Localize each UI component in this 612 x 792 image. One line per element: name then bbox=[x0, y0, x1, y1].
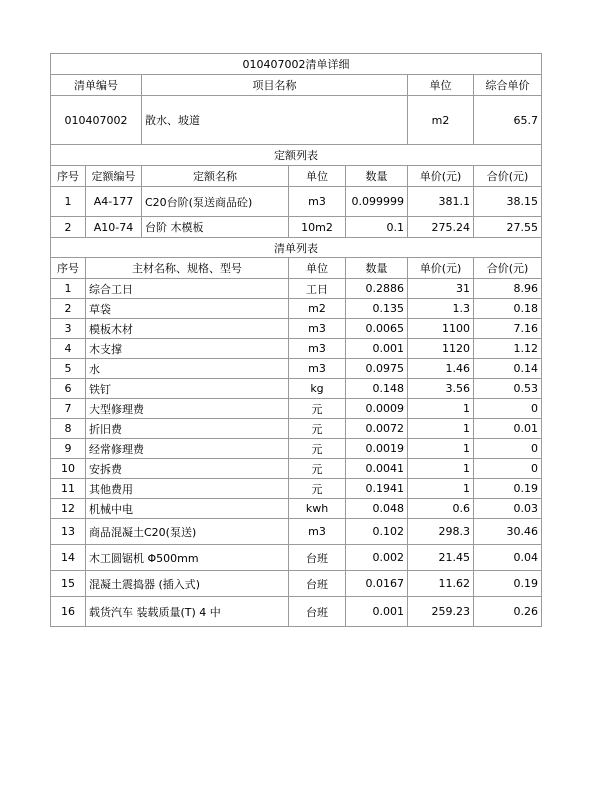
list-row bbox=[51, 597, 542, 627]
list-row bbox=[51, 479, 542, 499]
list-name: 载货汽车 装载质量(T) 4 中 bbox=[86, 597, 289, 627]
list-row bbox=[51, 545, 542, 571]
list-total: 0.04 bbox=[474, 545, 542, 571]
quota-header-code: 定额编号 bbox=[86, 166, 142, 187]
list-total: 0.53 bbox=[474, 379, 542, 399]
quota-unit: 10m2 bbox=[289, 217, 346, 238]
list-no: 10 bbox=[51, 459, 86, 479]
list-row bbox=[51, 571, 542, 597]
quota-qty: 0.1 bbox=[346, 217, 408, 238]
list-no: 2 bbox=[51, 299, 86, 319]
list-total: 0.19 bbox=[474, 479, 542, 499]
list-total: 0 bbox=[474, 399, 542, 419]
list-qty: 0.102 bbox=[346, 519, 408, 545]
list-unit: m3 bbox=[289, 319, 346, 339]
quota-section-title: 定额列表 bbox=[51, 145, 542, 166]
list-price: 21.45 bbox=[408, 545, 474, 571]
list-price: 298.3 bbox=[408, 519, 474, 545]
list-qty: 0.148 bbox=[346, 379, 408, 399]
list-unit: 元 bbox=[289, 459, 346, 479]
quota-no: 2 bbox=[51, 217, 86, 238]
list-qty: 0.2886 bbox=[346, 279, 408, 299]
list-no: 8 bbox=[51, 419, 86, 439]
list-row bbox=[51, 279, 542, 299]
quota-qty: 0.099999 bbox=[346, 187, 408, 217]
quota-name: 台阶 木模板 bbox=[142, 217, 289, 238]
list-total: 0 bbox=[474, 439, 542, 459]
list-no: 1 bbox=[51, 279, 86, 299]
list-row bbox=[51, 379, 542, 399]
list-row bbox=[51, 519, 542, 545]
list-qty: 0.0009 bbox=[346, 399, 408, 419]
list-no: 12 bbox=[51, 499, 86, 519]
list-name: 木工圆锯机 Φ500mm bbox=[86, 545, 289, 571]
list-total: 30.46 bbox=[474, 519, 542, 545]
list-row bbox=[51, 419, 542, 439]
list-price: 0.6 bbox=[408, 499, 474, 519]
list-name: 木支撑 bbox=[86, 339, 289, 359]
list-name: 经常修理费 bbox=[86, 439, 289, 459]
list-price: 1.3 bbox=[408, 299, 474, 319]
list-name: 大型修理费 bbox=[86, 399, 289, 419]
quota-code: A10-74 bbox=[86, 217, 142, 238]
list-qty: 0.048 bbox=[346, 499, 408, 519]
header-code: 清单编号 bbox=[51, 75, 142, 96]
quota-header-qty: 数量 bbox=[346, 166, 408, 187]
quota-price: 275.24 bbox=[408, 217, 474, 238]
quota-name: C20台阶(泵送商品砼) bbox=[142, 187, 289, 217]
list-unit: 工日 bbox=[289, 279, 346, 299]
list-unit: 台班 bbox=[289, 597, 346, 627]
list-header-total: 合价(元) bbox=[474, 258, 542, 279]
list-row bbox=[51, 459, 542, 479]
list-name: 机械中电 bbox=[86, 499, 289, 519]
list-no: 13 bbox=[51, 519, 86, 545]
quota-price: 381.1 bbox=[408, 187, 474, 217]
list-price: 1 bbox=[408, 439, 474, 459]
list-row bbox=[51, 499, 542, 519]
list-total: 8.96 bbox=[474, 279, 542, 299]
list-unit: m3 bbox=[289, 339, 346, 359]
list-unit: kg bbox=[289, 379, 346, 399]
quota-header-name: 定额名称 bbox=[142, 166, 289, 187]
list-total: 0.01 bbox=[474, 419, 542, 439]
quota-total: 38.15 bbox=[474, 187, 542, 217]
list-row bbox=[51, 339, 542, 359]
list-name: 混凝土震捣器 (插入式) bbox=[86, 571, 289, 597]
list-name: 草袋 bbox=[86, 299, 289, 319]
list-price: 1100 bbox=[408, 319, 474, 339]
list-total: 0.14 bbox=[474, 359, 542, 379]
list-price: 259.23 bbox=[408, 597, 474, 627]
list-row bbox=[51, 359, 542, 379]
list-name: 模板木材 bbox=[86, 319, 289, 339]
list-row bbox=[51, 299, 542, 319]
quota-total: 27.55 bbox=[474, 217, 542, 238]
list-header-price: 单价(元) bbox=[408, 258, 474, 279]
list-price: 31 bbox=[408, 279, 474, 299]
list-total: 7.16 bbox=[474, 319, 542, 339]
list-price: 1 bbox=[408, 399, 474, 419]
item-unit: m2 bbox=[408, 96, 474, 145]
list-no: 3 bbox=[51, 319, 86, 339]
list-price: 11.62 bbox=[408, 571, 474, 597]
list-price: 1.46 bbox=[408, 359, 474, 379]
list-name: 铁钉 bbox=[86, 379, 289, 399]
list-price: 1 bbox=[408, 459, 474, 479]
list-section-title: 清单列表 bbox=[51, 238, 542, 258]
list-no: 7 bbox=[51, 399, 86, 419]
list-unit: 元 bbox=[289, 399, 346, 419]
list-total: 0.18 bbox=[474, 299, 542, 319]
list-header-no: 序号 bbox=[51, 258, 86, 279]
header-unit: 单位 bbox=[408, 75, 474, 96]
list-unit: 台班 bbox=[289, 571, 346, 597]
list-no: 9 bbox=[51, 439, 86, 459]
list-total: 1.12 bbox=[474, 339, 542, 359]
list-qty: 0.1941 bbox=[346, 479, 408, 499]
bill-detail-table bbox=[50, 53, 542, 627]
list-qty: 0.0041 bbox=[346, 459, 408, 479]
list-qty: 0.001 bbox=[346, 339, 408, 359]
list-name: 安拆费 bbox=[86, 459, 289, 479]
list-header-name: 主材名称、规格、型号 bbox=[86, 258, 289, 279]
item-price: 65.7 bbox=[474, 96, 542, 145]
list-name: 商品混凝土C20(泵送) bbox=[86, 519, 289, 545]
list-qty: 0.002 bbox=[346, 545, 408, 571]
list-unit: 台班 bbox=[289, 545, 346, 571]
quota-code: A4-177 bbox=[86, 187, 142, 217]
quota-header-price: 单价(元) bbox=[408, 166, 474, 187]
list-row bbox=[51, 319, 542, 339]
list-qty: 0.0975 bbox=[346, 359, 408, 379]
list-qty: 0.0167 bbox=[346, 571, 408, 597]
page-title: 010407002清单详细 bbox=[51, 54, 542, 75]
list-qty: 0.0065 bbox=[346, 319, 408, 339]
list-price: 1 bbox=[408, 419, 474, 439]
quota-header-unit: 单位 bbox=[289, 166, 346, 187]
item-code: 010407002 bbox=[51, 96, 142, 145]
list-name: 水 bbox=[86, 359, 289, 379]
list-row bbox=[51, 399, 542, 419]
list-no: 16 bbox=[51, 597, 86, 627]
list-name: 综合工日 bbox=[86, 279, 289, 299]
list-qty: 0.135 bbox=[346, 299, 408, 319]
list-name: 折旧费 bbox=[86, 419, 289, 439]
quota-unit: m3 bbox=[289, 187, 346, 217]
list-price: 3.56 bbox=[408, 379, 474, 399]
list-price: 1120 bbox=[408, 339, 474, 359]
list-unit: kwh bbox=[289, 499, 346, 519]
list-unit: m2 bbox=[289, 299, 346, 319]
list-header-unit: 单位 bbox=[289, 258, 346, 279]
list-no: 15 bbox=[51, 571, 86, 597]
list-total: 0.19 bbox=[474, 571, 542, 597]
quota-header-no: 序号 bbox=[51, 166, 86, 187]
list-unit: 元 bbox=[289, 479, 346, 499]
list-no: 4 bbox=[51, 339, 86, 359]
list-total: 0 bbox=[474, 459, 542, 479]
quota-no: 1 bbox=[51, 187, 86, 217]
list-header-qty: 数量 bbox=[346, 258, 408, 279]
quota-header-total: 合价(元) bbox=[474, 166, 542, 187]
list-unit: 元 bbox=[289, 419, 346, 439]
item-name: 散水、坡道 bbox=[142, 96, 408, 145]
list-total: 0.03 bbox=[474, 499, 542, 519]
list-qty: 0.0019 bbox=[346, 439, 408, 459]
list-no: 5 bbox=[51, 359, 86, 379]
list-no: 14 bbox=[51, 545, 86, 571]
header-price: 综合单价 bbox=[474, 75, 542, 96]
list-total: 0.26 bbox=[474, 597, 542, 627]
header-name: 项目名称 bbox=[142, 75, 408, 96]
list-price: 1 bbox=[408, 479, 474, 499]
list-no: 11 bbox=[51, 479, 86, 499]
list-name: 其他费用 bbox=[86, 479, 289, 499]
quota-row bbox=[51, 187, 542, 217]
quota-row bbox=[51, 217, 542, 238]
list-unit: m3 bbox=[289, 359, 346, 379]
list-qty: 0.0072 bbox=[346, 419, 408, 439]
list-row bbox=[51, 439, 542, 459]
list-unit: 元 bbox=[289, 439, 346, 459]
list-unit: m3 bbox=[289, 519, 346, 545]
list-no: 6 bbox=[51, 379, 86, 399]
list-qty: 0.001 bbox=[346, 597, 408, 627]
